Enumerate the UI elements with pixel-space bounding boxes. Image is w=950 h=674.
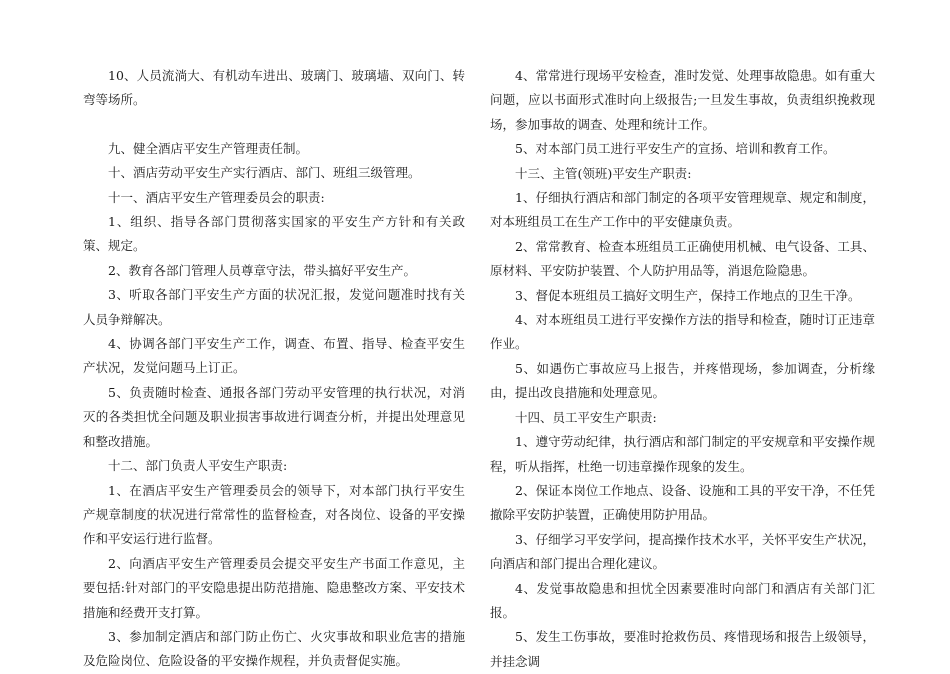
paragraph: 5、如遇伤亡事故应马上报告，并疼惜现场，参加调查，分析缘由，提出改良措施和处理意见。	[490, 360, 875, 401]
paragraph: 5、对本部门员工进行平安生产的宣扬、培训和教育工作。	[515, 141, 836, 157]
section-heading: 九、健全酒店平安生产管理责任制。	[108, 140, 309, 156]
paragraph: 4、对本班组员工进行平安操作方法的指导和检查，随时订正违章作业。	[490, 312, 875, 352]
paragraph: 2、保证本岗位工作地点、设备、设施和工具的平安干净，不任凭撤除平安防护装置，正确使用防护用品。	[490, 482, 875, 523]
section-heading: 十四、员工平安生产职责:	[515, 409, 657, 425]
paragraph: 5、负责随时检查、通报各部门劳动平安管理的执行状况，对消灭的各类担忧全问题及职业损害事故进行调查分析，并提出处理意见和整改措施。	[83, 384, 465, 449]
paragraph: 3、参加制定酒店和部门防止伤亡、火灾事故和职业危害的措施及危险岗位、危险设备的平安操作规程，并负责督促实施。	[83, 628, 465, 669]
paragraph: 3、听取各部门平安生产方面的状况汇报，发觉问题准时找有关人员争辩解决。	[83, 287, 465, 327]
paragraph: 3、督促本班组员工搞好文明生产，保持工作地点的卫生干净。	[515, 287, 861, 303]
section-heading: 十一、酒店平安生产管理委员会的职责:	[108, 189, 325, 205]
paragraph: 1、组织、指导各部门贯彻落实国家的平安生产方针和有关政策、规定。	[83, 214, 465, 254]
paragraph-spacer	[83, 113, 465, 137]
section-heading: 十、酒店劳动平安生产实行酒店、部门、班组三级管理。	[108, 165, 421, 181]
section-heading: 十三、主管(领班)平安生产职责:	[515, 165, 692, 181]
paragraph: 2、向酒店平安生产管理委员会提交平安生产书面工作意见，主要包括:针对部门的平安隐患提出防范措施、隐患整改方案、平安技术措施和经费开支打算。	[83, 555, 465, 620]
section-heading: 十二、部门负责人平安生产职责:	[108, 458, 288, 474]
paragraph: 1、在酒店平安生产管理委员会的领导下，对本部门执行平安生产规章制度的状况进行常常性的监督检查，对各岗位、设备的平安操作和平安运行进行监督。	[83, 482, 465, 547]
right-column	[490, 64, 875, 674]
left-column	[83, 64, 465, 674]
paragraph: 2、教育各部门管理人员尊章守法，带头搞好平安生产。	[108, 262, 416, 278]
paragraph: 1、遵守劳动纪律，执行酒店和部门制定的平安规章和平安操作规程，听从指挥，杜绝一切违章操作现象的发生。	[490, 434, 875, 474]
paragraph: 4、发觉事故隐患和担忧全因素要准时向部门和酒店有关部门汇报。	[490, 580, 875, 620]
paragraph: 4、常常进行现场平安检查，准时发觉、处理事故隐患。如有重大问题，应以书面形式准时向上级报告;一旦发生事故，负责组织挽救现场，参加事故的调查、处理和统计工作。	[490, 68, 875, 132]
paragraph: 5、发生工伤事故，要准时抢救伤员、疼惜现场和报告上级领导，并挂念调	[490, 629, 875, 669]
paragraph: 10、人员流淌大、有机动车进出、玻璃门、玻璃墙、双向门、转弯等场所。	[83, 68, 465, 108]
paragraph: 2、常常教育、检查本班组员工正确使用机械、电气设备、工具、原材料、平安防护装置、个人防护用品等，消退危险隐患。	[490, 238, 875, 279]
paragraph: 3、仔细学习平安学问，提高操作技术水平，关怀平安生产状况，向酒店和部门提出合理化建议。	[490, 531, 875, 572]
paragraph: 1、仔细执行酒店和部门制定的各项平安管理规章、规定和制度，对本班组员工在生产工作中的平安健康负责。	[490, 190, 875, 230]
paragraph: 4、协调各部门平安生产工作，调查、布置、指导、检查平安生产状况，发觉问题马上订正。	[83, 336, 465, 376]
